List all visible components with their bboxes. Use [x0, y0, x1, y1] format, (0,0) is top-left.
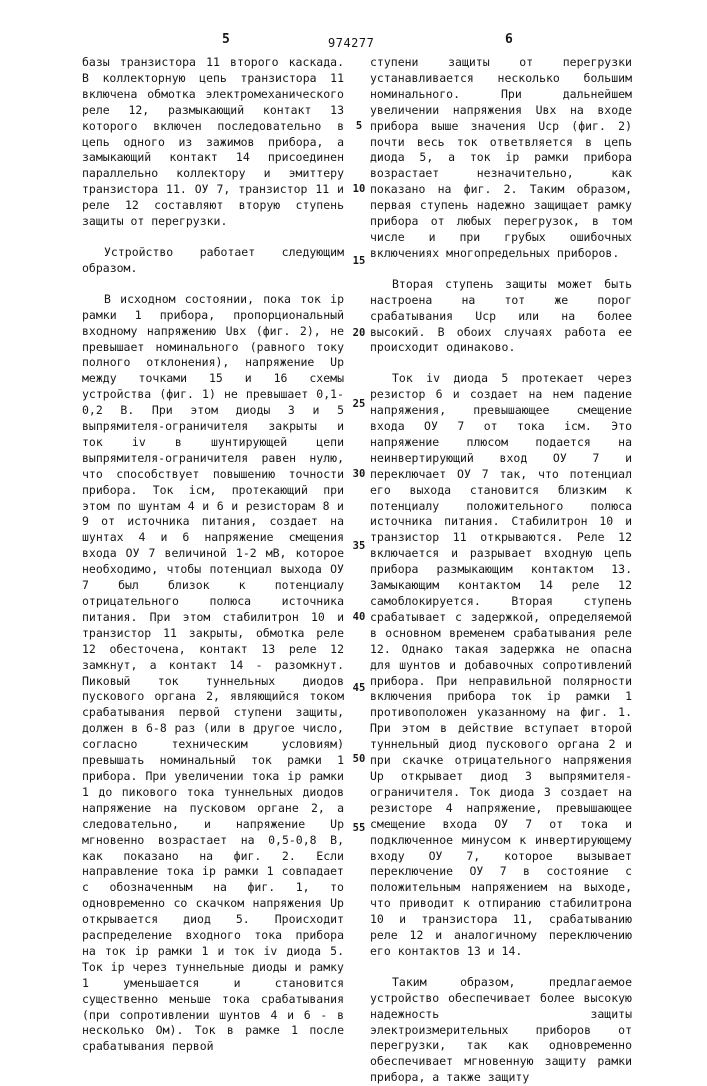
right-column [370, 55, 632, 935]
left-paragraph-3: В исходном состоянии, пока ток iр рамки 1 прибора, пропорциональный входному напряжению Uвх (фиг. 2), не превышает номинального (равного току полного отклонения), напряжение Uр между точками 15 и 16 схемы устройства (фиг. 1) не превышает 0,1-0,2 В. При этом диоды 3 и 5 выпрямителя-ограничителя закрыты и ток iv в шунтирующей цепи выпрямителя-ограничителя равен нулю, что способствует повышению точности прибора. Ток iсм, протекающий при этом по шунтам 4 и 6 и резисторам 8 и 9 от источника питания, создает на шунтах 4 и 6 напряжение смещения входа ОУ 7 величиной 1-2 мВ, которое необходимо, чтобы потенциал выхода ОУ 7 был близок к потенциалу отрицательного полюса источника питания. При этом стабилитрон 10 и транзистор 11 закрыты, обмотка реле 12 обесточена, контакт 13 реле 12 замкнут, а контакт 14 - разомкнут. Пиковый ток туннельных диодов пускового органа 2, являющийся током срабатывания первой ступени защиты, должен в 6-8 раз (или в другое число, согласно техническим условиям) превышать номинальный ток рамки 1 прибора. При увеличении тока iр рамки 1 до пикового тока туннельных диодов напряжение на пусковом органе 2, а следовательно, и напряжение Uр мгновенно возрастает на 0,5-0,8 В, как показано на фиг. 2. Если направление тока iр рамки 1 совпадает с обозначенным на фиг. 1, то одновременно со скачком напряжения Uр открывается диод 5. Происходит распределение входного тока прибора на ток iр рамки 1 и ток iv диода 5. Ток iр через туннельные диоды и рамку 1 уменьшается и становится существенно меньше тока срабатывания (при сопротивлении шунтов 4 и 6 - в несколько Ом). Ток в рамке 1 после срабатывания первой [82, 292, 344, 1056]
line-number: 30 [349, 468, 369, 480]
line-number: 35 [349, 540, 369, 552]
line-number: 40 [349, 611, 369, 623]
patent-number: 974277 [328, 36, 374, 50]
left-column [82, 55, 344, 920]
right-paragraph-2: Вторая ступень защиты может быть настроена на тот же порог срабатывания Uср или на более высокий. В обоих случаях работа ее происходит одинаково. [370, 277, 632, 357]
line-number: 50 [349, 753, 369, 765]
page-number-left: 5 [222, 32, 230, 47]
line-number: 45 [349, 682, 369, 694]
patent-page [0, 0, 707, 1000]
left-paragraph-1: базы транзистора 11 второго каскада. В коллекторную цепь транзистора 11 включена обмотка электромеханического реле 12, размыкающий контакт 13 которого включен последовательно в цепь одного из зажимов прибора, а замыкающий контакт 14 присоединен параллельно коллектору и эмиттеру транзистора 11. ОУ 7, транзистор 11 и реле 12 составляют вторую ступень защиты от перегрузки. [82, 55, 344, 230]
right-paragraph-1: ступени защиты от перегрузки устанавливается несколько большим номинального. При дальнейшем увеличении напряжения Uвх на входе прибора выше значения Uср (фиг. 2) почти весь ток ответвляется в цепь диода 5, а ток iр рамки прибора возрастает незначительно, как показано на фиг. 2. Таким образом, первая ступень надежно защищает рамку прибора от любых перегрузок, в том числе и при грубых ошибочных включениях многопредельных приборов. [370, 55, 632, 262]
line-number: 10 [349, 183, 369, 195]
right-paragraph-4: Таким образом, предлагаемое устройство обеспечивает более высокую надежность защиты электроизмерительных приборов от перегрузки, так как одновременно обеспечивает мгновенную защиту рамки прибора, а также защиту [370, 975, 632, 1086]
page-number-right: 6 [505, 32, 513, 47]
line-number: 55 [349, 822, 369, 834]
left-paragraph-2: Устройство работает следующим образом. [82, 245, 344, 277]
line-number: 15 [349, 255, 369, 267]
line-number: 5 [349, 120, 369, 132]
line-number: 20 [349, 327, 369, 339]
right-paragraph-3: Ток iv диода 5 протекает через резистор 6 и создает на нем падение напряжения, превышающее смещение входа ОУ 7 от тока iсм. Это напряжение плюсом подается на неинвертирующий вход ОУ 7 и переключает ОУ 7 так, что потенциал его выхода становится близким к потенциалу положительного полюса источника питания. Стабилитрон 10 и транзистор 11 открываются. Реле 12 включается и разрывает входную цепь прибора размыкающим контактом 13. Замыкающим контактом 14 реле 12 самоблокируется. Вторая ступень срабатывает с задержкой, определяемой в основном временем срабатывания реле 12. Однако такая задержка не опасна для шунтов и добавочных сопротивлений прибора. При неправильной полярности включения прибора ток iр рамки 1 противоположен указанному на фиг. 1. При этом в действие вступает второй туннельный диод пускового органа 2 и при скачке отрицательного напряжения Uр открывает диод 3 выпрямителя-ограничителя. Ток диода 3 создает на резисторе 4 напряжение, превышающее смещение входа ОУ 7 от тока и подключенное минусом к инвертирующему входу ОУ 7, которое вызывает переключение ОУ 7 в состояние с положительным напряжением на выходе, что приводит к отпиранию стабилитрона 10 и транзистора 11, срабатыванию реле 12 и аналогичному переключению его контактов 13 и 14. [370, 371, 632, 960]
line-number: 25 [349, 398, 369, 410]
